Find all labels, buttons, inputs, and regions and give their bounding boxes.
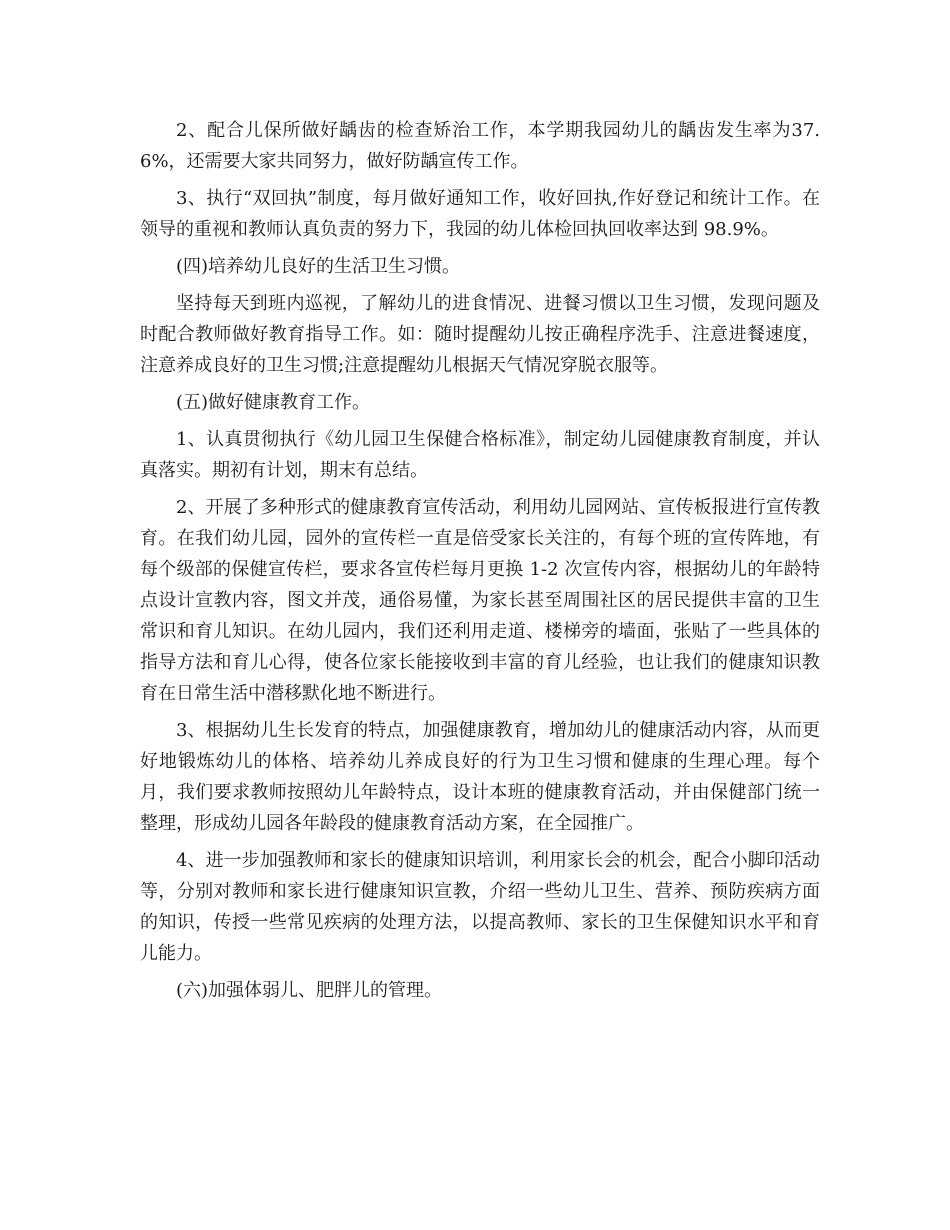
paragraph-double-receipt: 3、执行“双回执”制度，每月做好通知工作，收好回执,作好登记和统计工作。在领导的重视和教师认真负责的努力下，我园的幼儿体检回执回收率达到 98.9%。 [140, 188, 820, 240]
paragraph-caries-check: 2、配合儿保所做好龋齿的检查矫治工作，本学期我园幼儿的龋齿发生率为37.6%，还需要大家共同努力，做好防龋宣传工作。 [140, 120, 820, 172]
paragraph-growth-development: 3、根据幼儿生长发育的特点，加强健康教育，增加幼儿的健康活动内容，从而更好地锻炼幼儿的体格、培养幼儿养成良好的行为卫生习惯和健康的生理心理。每个月，我们要求教师按照幼儿年龄特点，设计本班的健康教育活动，并由保健部门统一整理，形成幼儿园各年龄段的健康教育活动方案，在全园推广。 [140, 720, 820, 834]
paragraph-publicity-activities: 2、开展了多种形式的健康教育宣传活动，利用幼儿园网站、宣传板报进行宣传教育。在我们幼儿园，园外的宣传栏一直是倍受家长关注的，有每个班的宣传阵地，有每个级部的保健宣传栏，要求各宣传栏每月更换 1-2 次宣传内容，根据幼儿的年龄特点设计宣教内容，图文并茂，通俗易懂，为家长甚至周围社区的居民提供丰富的卫生常识和育儿知识。在幼儿园内，我们还利用走道、楼梯旁的墙面，张贴了一些具体的指导方法和育儿心得，使各位家长能接收到丰富的育儿经验，也让我们的健康知识教育在日常生活中潜移默化地不断进行。 [140, 497, 820, 704]
section-heading-weak-obese-management: (六)加强体弱儿、肥胖儿的管理。 [176, 980, 443, 1001]
paragraph-daily-inspection: 坚持每天到班内巡视，了解幼儿的进食情况、进餐习惯以卫生习惯，发现问题及时配合教师做好教育指导工作。如：随时提醒幼儿按正确程序洗手、注意进餐速度，注意养成良好的卫生习惯;注意提醒幼儿根据天气情况穿脱衣服等。 [140, 293, 820, 376]
paragraph-training: 4、进一步加强教师和家长的健康知识培训，利用家长会的机会，配合小脚印活动等，分别对教师和家长进行健康知识宣教，介绍一些幼儿卫生、营养、预防疾病方面的知识，传授一些常见疾病的处理方法，以提高教师、家长的卫生保健知识水平和育儿能力。 [140, 850, 820, 964]
section-heading-health-education: (五)做好健康教育工作。 [176, 392, 371, 413]
document-body [140, 115, 820, 1012]
section-heading-hygiene-habits: (四)培养幼儿良好的生活卫生习惯。 [176, 256, 461, 277]
paragraph-standard-implementation: 1、认真贯彻执行《幼儿园卫生保健合格标准》，制定幼儿园健康教育制度，并认真落实。期初有计划，期末有总结。 [140, 429, 820, 481]
